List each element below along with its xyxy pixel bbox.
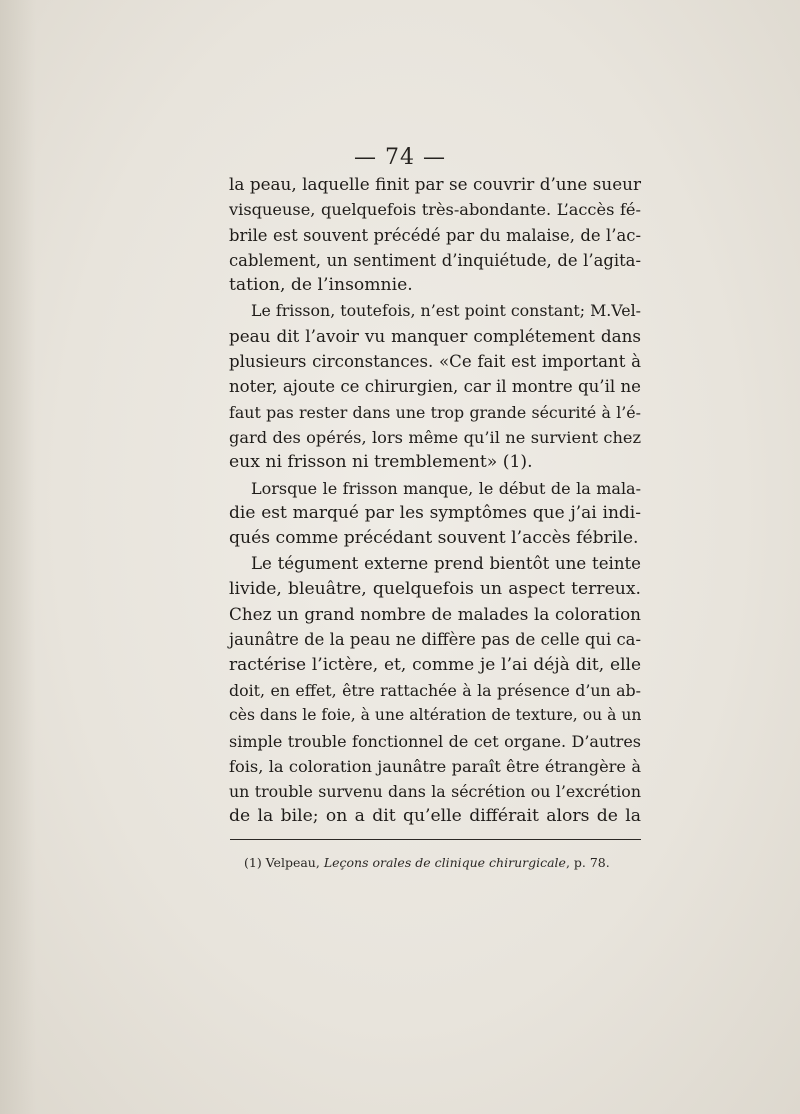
footnote-rule xyxy=(230,839,641,840)
text-line: Le tégument externe prend bientôt une teinte xyxy=(251,554,641,574)
paragraph xyxy=(229,476,641,552)
paragraph xyxy=(229,551,641,829)
text-line: cablement, un sentiment d’inquiétude, de l’agita- xyxy=(229,250,641,270)
footnote xyxy=(244,855,610,870)
text-line: brile est souvent précédé par du malaise, de l’ac- xyxy=(229,225,641,245)
text-line: jaunâtre de la peau ne diffère pas de celle qui ca- xyxy=(229,630,641,650)
footnote-title: Leçons orales de clinique chirurgicale xyxy=(323,855,566,870)
text-line: ractérise l’ictère, et, comme je l’ai déjà dit, elle xyxy=(229,654,641,675)
text-line: Chez un grand nombre de malades la coloration xyxy=(229,604,641,625)
text-line: cès dans le foie, à une altération de texture, ou à un xyxy=(229,706,642,725)
page-number: — 74 — xyxy=(354,145,446,170)
text-line: noter, ajoute ce chirurgien, car il montre qu’il ne xyxy=(229,377,641,397)
text-line: Le frisson, toutefois, n’est point constant; M.Vel- xyxy=(251,301,641,321)
text-line: qués comme précédant souvent l’accès fébrile. xyxy=(229,528,639,549)
text-line: simple trouble fonctionnel de cet organe. D’autres xyxy=(229,731,641,751)
footnote-marker: (1) Velpeau, xyxy=(244,855,324,870)
text-line: Lorsque le frisson manque, le début de la mala- xyxy=(251,478,641,498)
text-line: eux ni frisson ni tremblement» (1). xyxy=(229,452,533,473)
text-line: de la bile; on a dit qu’elle différait alors de la xyxy=(229,806,641,827)
text-line: plusieurs circonstances. «Ce fait est important à xyxy=(229,352,641,372)
text-line: visqueuse, quelquefois très-abondante. L’accès fé- xyxy=(229,200,641,220)
text-line: tation, de l’insomnie. xyxy=(229,275,413,296)
footnote-page: , p. 78. xyxy=(565,855,610,870)
text-line: gard des opérés, lors même qu’il ne survient chez xyxy=(229,427,641,447)
paragraph xyxy=(229,298,641,475)
text-line: fois, la coloration jaunâtre paraît être étrangère à xyxy=(229,756,641,776)
text-line: la peau, laquelle finit par se couvrir d’une sueur xyxy=(229,174,641,194)
text-line: faut pas rester dans une trop grande sécurité à l’é- xyxy=(229,402,641,422)
text-line: doit, en effet, être rattachée à la présence d’un ab- xyxy=(229,680,641,700)
text-line: die est marqué par les symptômes que j’ai indi- xyxy=(229,502,641,523)
text-line: livide, bleuâtre, quelquefois un aspect terreux. xyxy=(229,578,641,599)
text-line: peau dit l’avoir vu manquer complétement dans xyxy=(229,325,641,346)
body-text xyxy=(229,172,641,830)
text-line: un trouble survenu dans la sécrétion ou l’excrétion xyxy=(229,782,641,802)
paragraph xyxy=(229,172,641,298)
